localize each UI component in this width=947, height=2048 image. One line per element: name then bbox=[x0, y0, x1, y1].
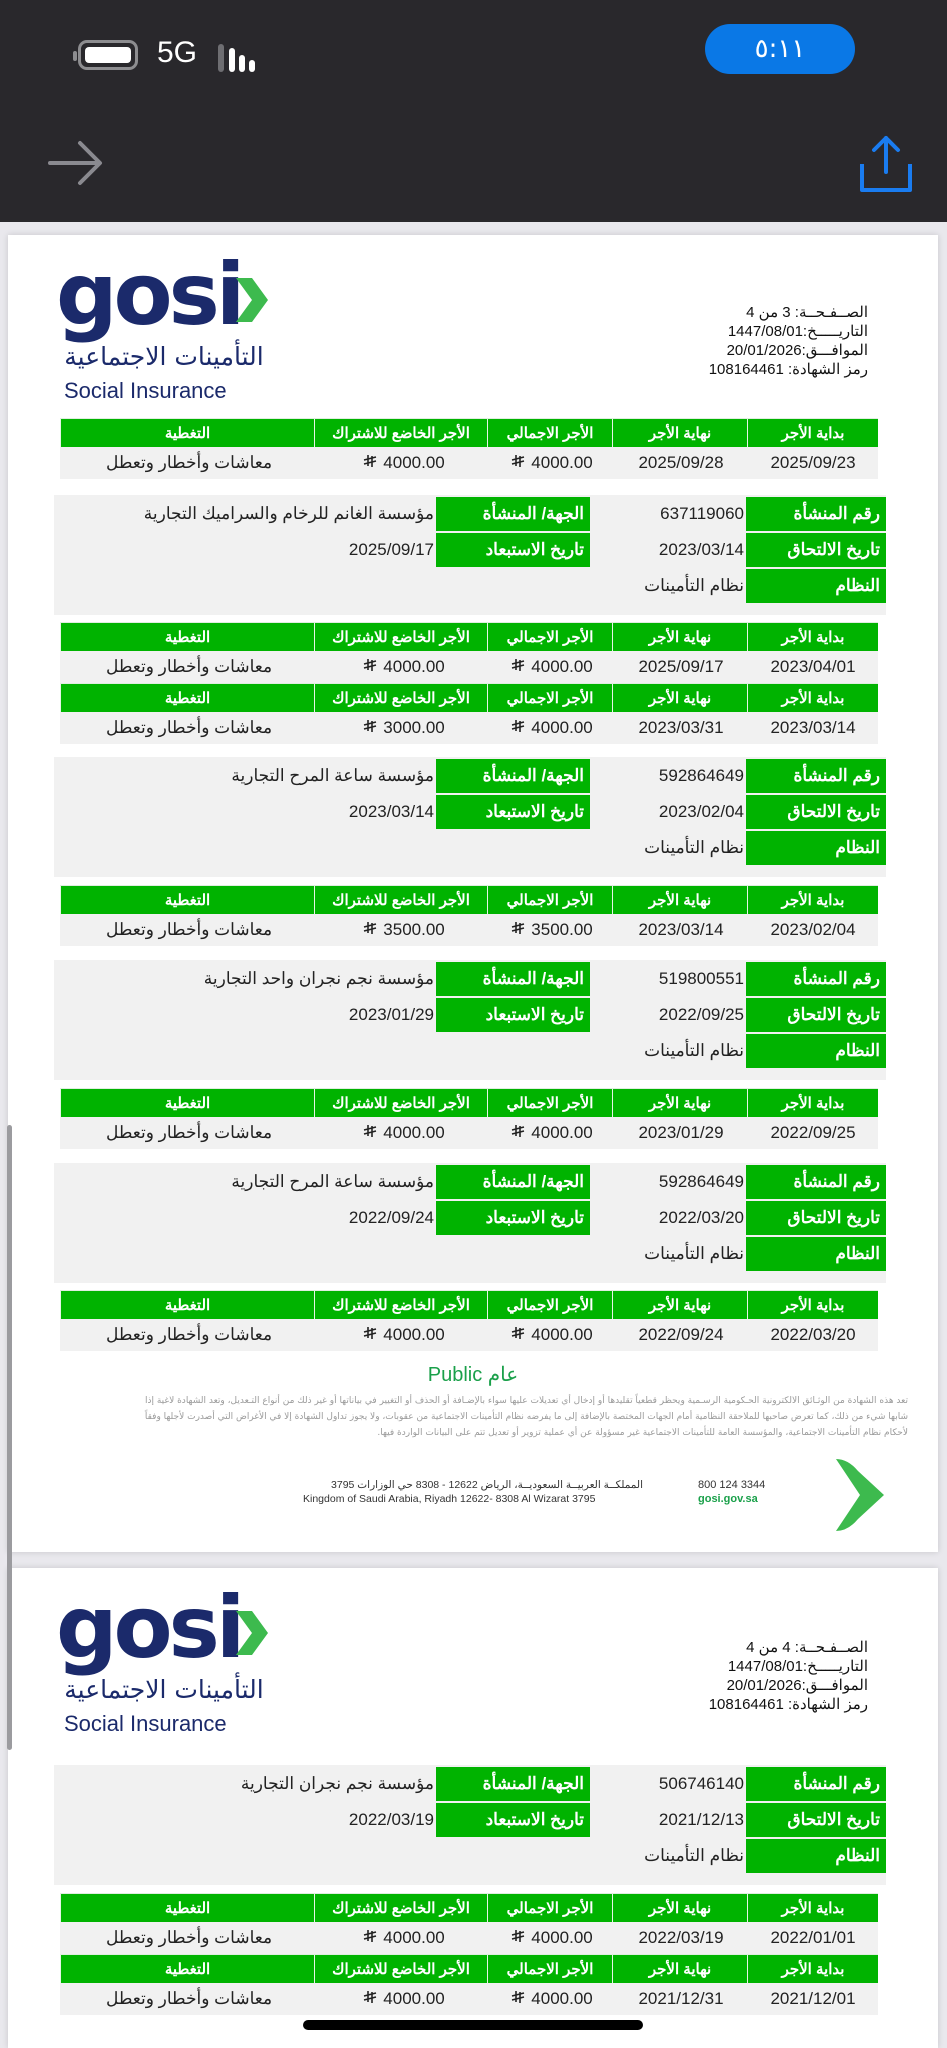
cell-end bbox=[614, 712, 748, 744]
cell-start bbox=[748, 1319, 878, 1351]
join-date: 2022/03/20 bbox=[658, 1208, 744, 1227]
header-subject: الأجر الخاضع للاشتراك bbox=[314, 1894, 487, 1922]
cell-start bbox=[748, 1922, 878, 1954]
page-meta bbox=[709, 303, 868, 379]
riyal-symbol-icon bbox=[511, 454, 525, 472]
cell-value: 3500.00 bbox=[383, 920, 445, 939]
cell-value: معاشات وأخطار وتعطل bbox=[105, 1123, 273, 1142]
cell-subject bbox=[318, 914, 490, 946]
header-coverage: التغطية bbox=[60, 1089, 314, 1117]
certificate-code: رمز الشهادة: 108164461 bbox=[708, 1696, 868, 1713]
cell-coverage bbox=[60, 1319, 318, 1351]
system-name: نظام التأمينات bbox=[644, 1846, 744, 1865]
exclude-date: 2022/03/19 bbox=[348, 1810, 434, 1829]
chevron-logo-icon bbox=[232, 276, 270, 324]
label-system: النظام bbox=[746, 1839, 886, 1873]
cell-coverage bbox=[60, 651, 318, 683]
hijri-date: التاريـــــخ:1447/08/01 bbox=[727, 323, 868, 340]
website-link[interactable]: gosi.gov.sa bbox=[698, 1493, 758, 1505]
cell-subject bbox=[318, 1922, 490, 1954]
entity-name: مؤسسة نجم نجران واحد التجارية bbox=[203, 969, 434, 988]
cell-value: 4000.00 bbox=[383, 453, 445, 472]
label-establishment-number: رقم المنشأة bbox=[746, 962, 886, 996]
home-indicator[interactable] bbox=[303, 2020, 643, 2030]
establishment-block bbox=[54, 1163, 886, 1283]
exclude-date: 2025/09/17 bbox=[348, 540, 434, 559]
cell-start bbox=[748, 1117, 878, 1149]
cell-value: 2023/04/01 bbox=[770, 657, 856, 676]
header-start: بداية الأجر bbox=[747, 1089, 878, 1117]
entity-name: مؤسسة ساعة المرح التجارية bbox=[231, 1172, 434, 1191]
classification-label: Public عام bbox=[427, 1364, 519, 1386]
address-english: Kingdom of Saudi Arabia, Riyadh 12622- 8308 Al Wizarat 3795 bbox=[303, 1493, 596, 1505]
riyal-symbol-icon bbox=[511, 658, 525, 676]
arrow-right-icon[interactable] bbox=[48, 138, 104, 188]
entity-name: مؤسسة نجم نجران التجارية bbox=[240, 1774, 434, 1793]
establishment-block bbox=[54, 757, 886, 877]
label-entity: الجهة/ المنشأة bbox=[436, 1767, 590, 1801]
establishment-number: 519800551 bbox=[658, 969, 744, 988]
phone-number: 800 124 3344 bbox=[698, 1479, 766, 1491]
cell-total bbox=[490, 447, 614, 479]
join-date: 2021/12/13 bbox=[658, 1810, 744, 1829]
header-total: الأجر الاجمالي bbox=[487, 1955, 612, 1983]
label-exclude-date: تاريخ الاستبعاد bbox=[436, 998, 590, 1032]
riyal-symbol-icon bbox=[511, 1990, 525, 2008]
wage-table-header bbox=[60, 1088, 878, 1117]
establishment-block bbox=[54, 495, 886, 615]
establishment-block bbox=[54, 960, 886, 1080]
header-end: نهاية الأجر bbox=[612, 1894, 747, 1922]
cell-total bbox=[490, 1117, 614, 1149]
cell-value: 2023/01/29 bbox=[638, 1123, 724, 1142]
cell-value: 4000.00 bbox=[531, 1325, 593, 1344]
cell-total bbox=[490, 1983, 614, 2015]
header-total: الأجر الاجمالي bbox=[487, 886, 612, 914]
establishment-number: 637119060 bbox=[660, 504, 744, 523]
time-pill[interactable]: ٥:١١ bbox=[705, 24, 855, 74]
label-establishment-number: رقم المنشأة bbox=[746, 497, 886, 531]
header-subject: الأجر الخاضع للاشتراك bbox=[314, 1291, 487, 1319]
label-join-date: تاريخ الالتحاق bbox=[746, 1803, 886, 1837]
label-system: النظام bbox=[746, 1237, 886, 1271]
logo-arabic: التأمينات الاجتماعية bbox=[64, 342, 264, 371]
riyal-symbol-icon bbox=[363, 719, 377, 737]
certificate-code: رمز الشهادة: 108164461 bbox=[708, 361, 868, 378]
cell-total bbox=[490, 651, 614, 683]
wage-table bbox=[60, 1088, 878, 1149]
header-coverage: التغطية bbox=[60, 684, 314, 712]
riyal-symbol-icon bbox=[363, 1929, 377, 1947]
cell-value: معاشات وأخطار وتعطل bbox=[105, 718, 273, 737]
cell-value: 2025/09/17 bbox=[638, 657, 724, 676]
cell-value: 4000.00 bbox=[383, 1325, 445, 1344]
cell-subject bbox=[318, 447, 490, 479]
cell-subject bbox=[318, 1117, 490, 1149]
header-coverage: التغطية bbox=[60, 886, 314, 914]
exclude-date: 2022/09/24 bbox=[348, 1208, 434, 1227]
wage-table bbox=[60, 622, 878, 744]
address bbox=[303, 1478, 643, 1506]
header-start: بداية الأجر bbox=[747, 419, 878, 447]
logo-wordmark: gosi bbox=[56, 245, 242, 345]
cell-end bbox=[614, 447, 748, 479]
cell-coverage bbox=[60, 1983, 318, 2015]
label-join-date: تاريخ الالتحاق bbox=[746, 533, 886, 567]
header-total: الأجر الاجمالي bbox=[487, 1089, 612, 1117]
header-subject: الأجر الخاضع للاشتراك bbox=[314, 419, 487, 447]
cell-value: 4000.00 bbox=[383, 657, 445, 676]
header-end: نهاية الأجر bbox=[612, 1291, 747, 1319]
header-end: نهاية الأجر bbox=[612, 684, 747, 712]
wage-row bbox=[60, 1117, 878, 1149]
label-entity: الجهة/ المنشأة bbox=[436, 497, 590, 531]
cell-value: 4000.00 bbox=[531, 1989, 593, 2008]
cell-value: 4000.00 bbox=[531, 453, 593, 472]
wage-table-header bbox=[60, 1893, 878, 1922]
riyal-symbol-icon bbox=[511, 719, 525, 737]
logo-english: Social Insurance bbox=[64, 1711, 227, 1736]
hijri-date: التاريـــــخ:1447/08/01 bbox=[727, 1658, 868, 1675]
cell-value: 4000.00 bbox=[531, 657, 593, 676]
wage-row bbox=[60, 1319, 878, 1351]
label-establishment-number: رقم المنشأة bbox=[746, 1767, 886, 1801]
cell-coverage bbox=[60, 914, 318, 946]
chevron-logo-icon bbox=[232, 1609, 270, 1657]
system-name: نظام التأمينات bbox=[644, 576, 744, 595]
cell-value: معاشات وأخطار وتعطل bbox=[105, 657, 273, 676]
cell-value: 4000.00 bbox=[383, 1928, 445, 1947]
header-subject: الأجر الخاضع للاشتراك bbox=[314, 684, 487, 712]
cell-end bbox=[614, 651, 748, 683]
label-exclude-date: تاريخ الاستبعاد bbox=[436, 1803, 590, 1837]
header-start: بداية الأجر bbox=[747, 623, 878, 651]
label-exclude-date: تاريخ الاستبعاد bbox=[436, 795, 590, 829]
share-icon[interactable] bbox=[858, 134, 914, 194]
riyal-symbol-icon bbox=[363, 1326, 377, 1344]
cell-end bbox=[614, 1922, 748, 1954]
wage-row bbox=[60, 914, 878, 946]
cell-value: 4000.00 bbox=[531, 718, 593, 737]
header-start: بداية الأجر bbox=[747, 886, 878, 914]
header-coverage: التغطية bbox=[60, 1955, 314, 1983]
wage-table-header bbox=[60, 1954, 878, 1983]
cell-value: 2022/03/19 bbox=[638, 1928, 724, 1947]
riyal-symbol-icon bbox=[511, 1124, 525, 1142]
header-total: الأجر الاجمالي bbox=[487, 623, 612, 651]
header-end: نهاية الأجر bbox=[612, 623, 747, 651]
cell-end bbox=[614, 914, 748, 946]
cell-start bbox=[748, 712, 878, 744]
riyal-symbol-icon bbox=[363, 658, 377, 676]
cell-end bbox=[614, 1983, 748, 2015]
cell-value: 4000.00 bbox=[383, 1123, 445, 1142]
riyal-symbol-icon bbox=[363, 1990, 377, 2008]
cell-start bbox=[748, 651, 878, 683]
cell-value: معاشات وأخطار وتعطل bbox=[105, 1928, 273, 1947]
label-join-date: تاريخ الالتحاق bbox=[746, 998, 886, 1032]
cell-subject bbox=[318, 1983, 490, 2015]
cell-value: معاشات وأخطار وتعطل bbox=[105, 1325, 273, 1344]
cell-start bbox=[748, 914, 878, 946]
label-entity: الجهة/ المنشأة bbox=[436, 1165, 590, 1199]
establishment-number: 592864649 bbox=[658, 766, 744, 785]
wage-table-header bbox=[60, 683, 878, 712]
cell-value: 2022/09/25 bbox=[770, 1123, 856, 1142]
header-subject: الأجر الخاضع للاشتراك bbox=[314, 623, 487, 651]
header-subject: الأجر الخاضع للاشتراك bbox=[314, 1089, 487, 1117]
exclude-date: 2023/03/14 bbox=[348, 802, 434, 821]
header-start: بداية الأجر bbox=[747, 1291, 878, 1319]
cell-value: 2022/01/01 bbox=[770, 1928, 856, 1947]
cell-total bbox=[490, 712, 614, 744]
header-total: الأجر الاجمالي bbox=[487, 684, 612, 712]
logo-arabic: التأمينات الاجتماعية bbox=[64, 1675, 264, 1704]
join-date: 2022/09/25 bbox=[658, 1005, 744, 1024]
header-total: الأجر الاجمالي bbox=[487, 419, 612, 447]
system-name: نظام التأمينات bbox=[644, 838, 744, 857]
cell-value: 3500.00 bbox=[531, 920, 593, 939]
gregorian-date: الموافـــق:20/01/2026 bbox=[726, 342, 868, 359]
label-entity: الجهة/ المنشأة bbox=[436, 962, 590, 996]
gregorian-date: الموافـــق:20/01/2026 bbox=[726, 1677, 868, 1694]
wage-table-header bbox=[60, 418, 878, 447]
wage-table-header bbox=[60, 1290, 878, 1319]
footer-anchor bbox=[8, 1352, 938, 1353]
cell-value: معاشات وأخطار وتعطل bbox=[105, 920, 273, 939]
cell-coverage bbox=[60, 1117, 318, 1149]
cell-total bbox=[490, 1319, 614, 1351]
address-arabic: المملكــة العربيــة السعوديــة، الرياض 12622 - 8308 حي الوزارات 3795 bbox=[331, 1479, 643, 1491]
exclude-date: 2023/01/29 bbox=[348, 1005, 434, 1024]
wage-table bbox=[60, 1290, 878, 1351]
contact bbox=[698, 1478, 765, 1506]
cell-coverage bbox=[60, 1922, 318, 1954]
cell-coverage bbox=[60, 712, 318, 744]
cell-value: 2023/03/14 bbox=[770, 718, 856, 737]
cell-value: 2023/03/31 bbox=[638, 718, 724, 737]
join-date: 2023/03/14 bbox=[658, 540, 744, 559]
cell-start bbox=[748, 1983, 878, 2015]
header-start: بداية الأجر bbox=[747, 684, 878, 712]
header-end: نهاية الأجر bbox=[612, 1955, 747, 1983]
cell-value: 4000.00 bbox=[383, 1989, 445, 2008]
disclaimer-text: تعد هذه الشهادة من الوثـائق الالكترونية الحـكومية الرسـمية ويحظر قطعياً تقليدها أو إدخال أي تعديلات عليها سواء بالإضـافة أو الحذف أو التغيير في بياناتها أو غير ذلك من أنواع التـعديل، وتعد الشهادة لاغية إذا شابها شيء من ذلك، كما تعرض صاحبها للملاحقة النظامية أمام الجهات المختصة بالإضافة إلى ما يفرضه نظام التأمينات الاجتماعية من عقوبات، ولا يجوز تداول الشهادة إلا في الأغراض التي أصدرت لأجلها وفقاً لأحكام نظام التأمينات الاجتماعية، والمؤسسة العامة للتأمينات الاجتماعية غير مسؤولة عن أي عملية تزوير أو تعديل تتم على البيانات الواردة فيها. bbox=[144, 1396, 908, 1438]
logo-english: Social Insurance bbox=[64, 378, 227, 403]
cell-subject bbox=[318, 651, 490, 683]
cell-coverage bbox=[60, 447, 318, 479]
header-coverage: التغطية bbox=[60, 1291, 314, 1319]
header-coverage: التغطية bbox=[60, 1894, 314, 1922]
cell-value: معاشات وأخطار وتعطل bbox=[105, 453, 273, 472]
header-coverage: التغطية bbox=[60, 623, 314, 651]
page-meta bbox=[709, 1638, 868, 1714]
top-bar bbox=[0, 0, 947, 222]
label-exclude-date: تاريخ الاستبعاد bbox=[436, 533, 590, 567]
cell-total bbox=[490, 1922, 614, 1954]
establishment-number: 592864649 bbox=[658, 1172, 744, 1191]
wage-table-header bbox=[60, 622, 878, 651]
cell-total bbox=[490, 914, 614, 946]
cell-value: 2022/09/24 bbox=[638, 1325, 724, 1344]
battery-icon bbox=[78, 40, 138, 70]
riyal-symbol-icon bbox=[511, 1326, 525, 1344]
page-number: الصــفـحــة: 3 من 4 bbox=[746, 304, 868, 321]
riyal-symbol-icon bbox=[511, 1929, 525, 1947]
cell-subject bbox=[318, 712, 490, 744]
header-start: بداية الأجر bbox=[747, 1894, 878, 1922]
cell-value: 2022/03/20 bbox=[770, 1325, 856, 1344]
label-join-date: تاريخ الالتحاق bbox=[746, 1201, 886, 1235]
label-system: النظام bbox=[746, 1034, 886, 1068]
cell-end bbox=[614, 1117, 748, 1149]
wage-row bbox=[60, 651, 878, 683]
scrollbar[interactable] bbox=[7, 1125, 12, 1750]
cell-value: 2021/12/31 bbox=[638, 1989, 724, 2008]
header-start: بداية الأجر bbox=[747, 1955, 878, 1983]
chevron-brand-icon bbox=[830, 1455, 890, 1535]
wage-row bbox=[60, 1922, 878, 1954]
entity-name: مؤسسة الغانم للرخام والسراميك التجارية bbox=[143, 504, 434, 523]
wage-table bbox=[60, 1893, 878, 2015]
system-name: نظام التأمينات bbox=[644, 1041, 744, 1060]
cell-value: معاشات وأخطار وتعطل bbox=[105, 1989, 273, 2008]
cell-value: 2023/02/04 bbox=[770, 920, 856, 939]
label-join-date: تاريخ الالتحاق bbox=[746, 795, 886, 829]
cell-value: 3000.00 bbox=[383, 718, 445, 737]
label-exclude-date: تاريخ الاستبعاد bbox=[436, 1201, 590, 1235]
logo-wordmark: gosi bbox=[56, 1578, 242, 1678]
header-total: الأجر الاجمالي bbox=[487, 1894, 612, 1922]
label-establishment-number: رقم المنشأة bbox=[746, 759, 886, 793]
label-entity: الجهة/ المنشأة bbox=[436, 759, 590, 793]
establishment-block bbox=[54, 1765, 886, 1885]
cell-end bbox=[614, 1319, 748, 1351]
cell-value: 2025/09/23 bbox=[770, 453, 856, 472]
header-subject: الأجر الخاضع للاشتراك bbox=[314, 886, 487, 914]
signal-icon bbox=[218, 44, 268, 72]
wage-table bbox=[60, 418, 878, 479]
header-end: نهاية الأجر bbox=[612, 886, 747, 914]
system-name: نظام التأمينات bbox=[644, 1244, 744, 1263]
cell-value: 4000.00 bbox=[531, 1123, 593, 1142]
wage-row bbox=[60, 712, 878, 744]
establishment-number: 506746140 bbox=[658, 1774, 744, 1793]
riyal-symbol-icon bbox=[363, 454, 377, 472]
header-end: نهاية الأجر bbox=[612, 419, 747, 447]
entity-name: مؤسسة ساعة المرح التجارية bbox=[231, 766, 434, 785]
label-establishment-number: رقم المنشأة bbox=[746, 1165, 886, 1199]
header-subject: الأجر الخاضع للاشتراك bbox=[314, 1955, 487, 1983]
wage-row bbox=[60, 1983, 878, 2015]
join-date: 2023/02/04 bbox=[658, 802, 744, 821]
wage-row bbox=[60, 447, 878, 479]
label-system: النظام bbox=[746, 831, 886, 865]
wage-table bbox=[60, 885, 878, 946]
wage-table-header bbox=[60, 885, 878, 914]
header-end: نهاية الأجر bbox=[612, 1089, 747, 1117]
cell-value: 4000.00 bbox=[531, 1928, 593, 1947]
riyal-symbol-icon bbox=[511, 921, 525, 939]
cell-start bbox=[748, 447, 878, 479]
riyal-symbol-icon bbox=[363, 921, 377, 939]
cell-value: 2023/03/14 bbox=[638, 920, 724, 939]
cell-value: 2025/09/28 bbox=[638, 453, 724, 472]
header-total: الأجر الاجمالي bbox=[487, 1291, 612, 1319]
label-system: النظام bbox=[746, 569, 886, 603]
riyal-symbol-icon bbox=[363, 1124, 377, 1142]
network-type: 5G bbox=[157, 36, 198, 69]
cell-value: 2021/12/01 bbox=[770, 1989, 856, 2008]
page-number: الصــفـحــة: 4 من 4 bbox=[746, 1639, 868, 1656]
cell-subject bbox=[318, 1319, 490, 1351]
header-coverage: التغطية bbox=[60, 419, 314, 447]
